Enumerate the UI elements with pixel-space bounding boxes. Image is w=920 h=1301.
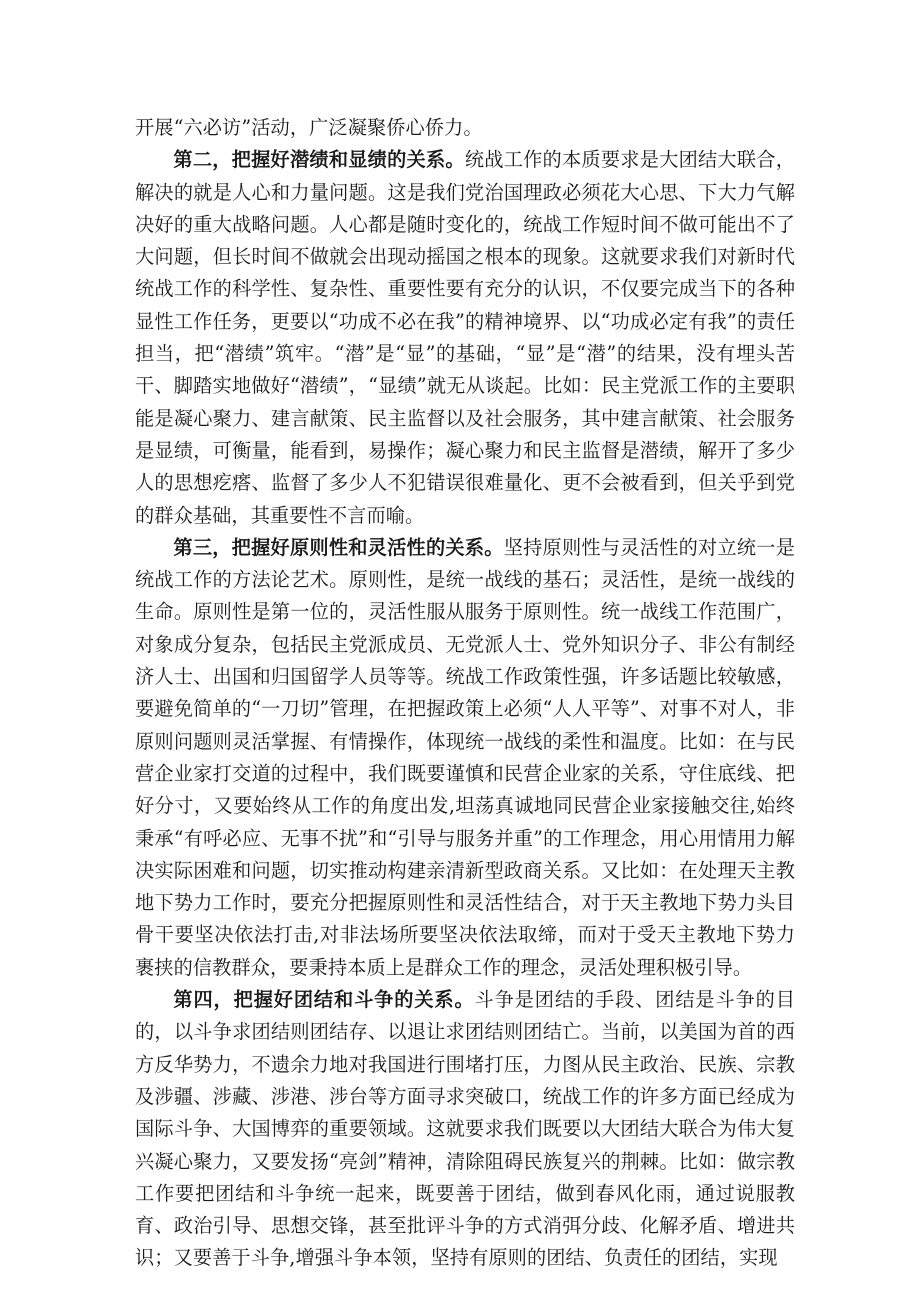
paragraph-body: 坚持原则性与灵活性的对立统一是统战工作的方法论艺术。原则性，是统一战线的基石；灵活性，是统一战线的生命。原则性是第一位的，灵活性服从服务于原则性。统一战线工作范围广，对象成分复杂，包括民主党派成员、无党派人士、党外知识分子、非公有制经济人士、出国和归国留学人员等等。统战工作政策性强，许多话题比较敏感，要避免简单的“一刀切”管理，在把握政策上必须“人人平等”、对事不对人，非原则问题则灵活掌握、有情操作，体现统一战线的柔性和温度。比如：在与民营企业家打交道的过程中，我们既要谨慎和民营企业家的关系，守住底线、把好分寸，又要始终从工作的角度出发,坦荡真诚地同民营企业家接触交往,始终秉承“有呼必应、无事不扰”和“引导与服务并重”的工作理念，用心用情用力解决实际困难和问题，切实推动构建亲清新型政商关系。又比如：在处理天主教地下势力工作时，要充分把握原则性和灵活性结合，对于天主教地下势力头目骨干要坚决依法打击,对非法场所要坚决依法取缔，而对于受天主教地下势力裹挟的信教群众，要秉持本质上是群众工作的理念，灵活处理积极引导。 — [135, 535, 796, 979]
paragraph-third-point — [135, 532, 795, 984]
document-page — [135, 112, 795, 1275]
paragraph-heading: 第二，把握好潜绩和显绩的关系。 — [173, 148, 465, 172]
paragraph-body: 统战工作的本质要求是大团结大联合，解决的就是人心和力量问题。这是我们党治国理政必须花大心思、下大力气解决好的重大战略问题。人心都是随时变化的，统战工作短时间不做可能出不了大问题，但长时间不做就会出现动摇国之根本的现象。这就要求我们对新时代统战工作的科学性、复杂性、重要性要有充分的认识，不仅要完成当下的各种显性工作任务，更要以“功成不必在我”的精神境界、以“功成必定有我”的责任担当，把“潜绩”筑牢。“潜”是“显”的基础，“显”是“潜”的结果，没有埋头苦干、脚踏实地做好“潜绩”，“显绩”就无从谈起。比如：民主党派工作的主要职能是凝心聚力、建言献策、民主监督以及社会服务，其中建言献策、社会服务是显绩，可衡量，能看到，易操作；凝心聚力和民主监督是潜绩，解开了多少人的思想疙瘩、监督了多少人不犯错误很难量化、更不会被看到，但关乎到党的群众基础，其重要性不言而喻。 — [135, 148, 796, 527]
paragraph-body: 斗争是团结的手段、团结是斗争的目的，以斗争求团结则团结存、以退让求团结则团结亡。当前，以美国为首的西方反华势力，不遗余力地对我国进行围堵打压，力图从民主政治、民族、宗教及涉疆、涉藏、涉港、涉台等方面寻求突破口，统战工作的许多方面已经成为国际斗争、大国博弈的重要领域。这就要求我们既要以大团结大联合为伟大复兴凝心聚力，又要发扬“亮剑”精神，清除阻碍民族复兴的荆棘。比如：做宗教工作要把团结和斗争统一起来，既要善于团结，做到春风化雨，通过说服教育、政治引导、思想交锋，甚至批评斗争的方式消弭分歧、化解矛盾、增进共识；又要善于斗争,增强斗争本领，坚持有原则的团结、负责任的团结，实现 — [135, 988, 795, 1270]
paragraph-heading: 第三，把握好原则性和灵活性的关系。 — [173, 535, 504, 559]
paragraph-fourth-point — [135, 984, 795, 1275]
paragraph-heading: 第四，把握好团结和斗争的关系。 — [173, 988, 475, 1012]
paragraph-second-point — [135, 144, 795, 532]
paragraph-body: 开展“六必访”活动，广泛凝聚侨心侨力。 — [135, 116, 483, 139]
paragraph-continuation — [135, 112, 795, 144]
